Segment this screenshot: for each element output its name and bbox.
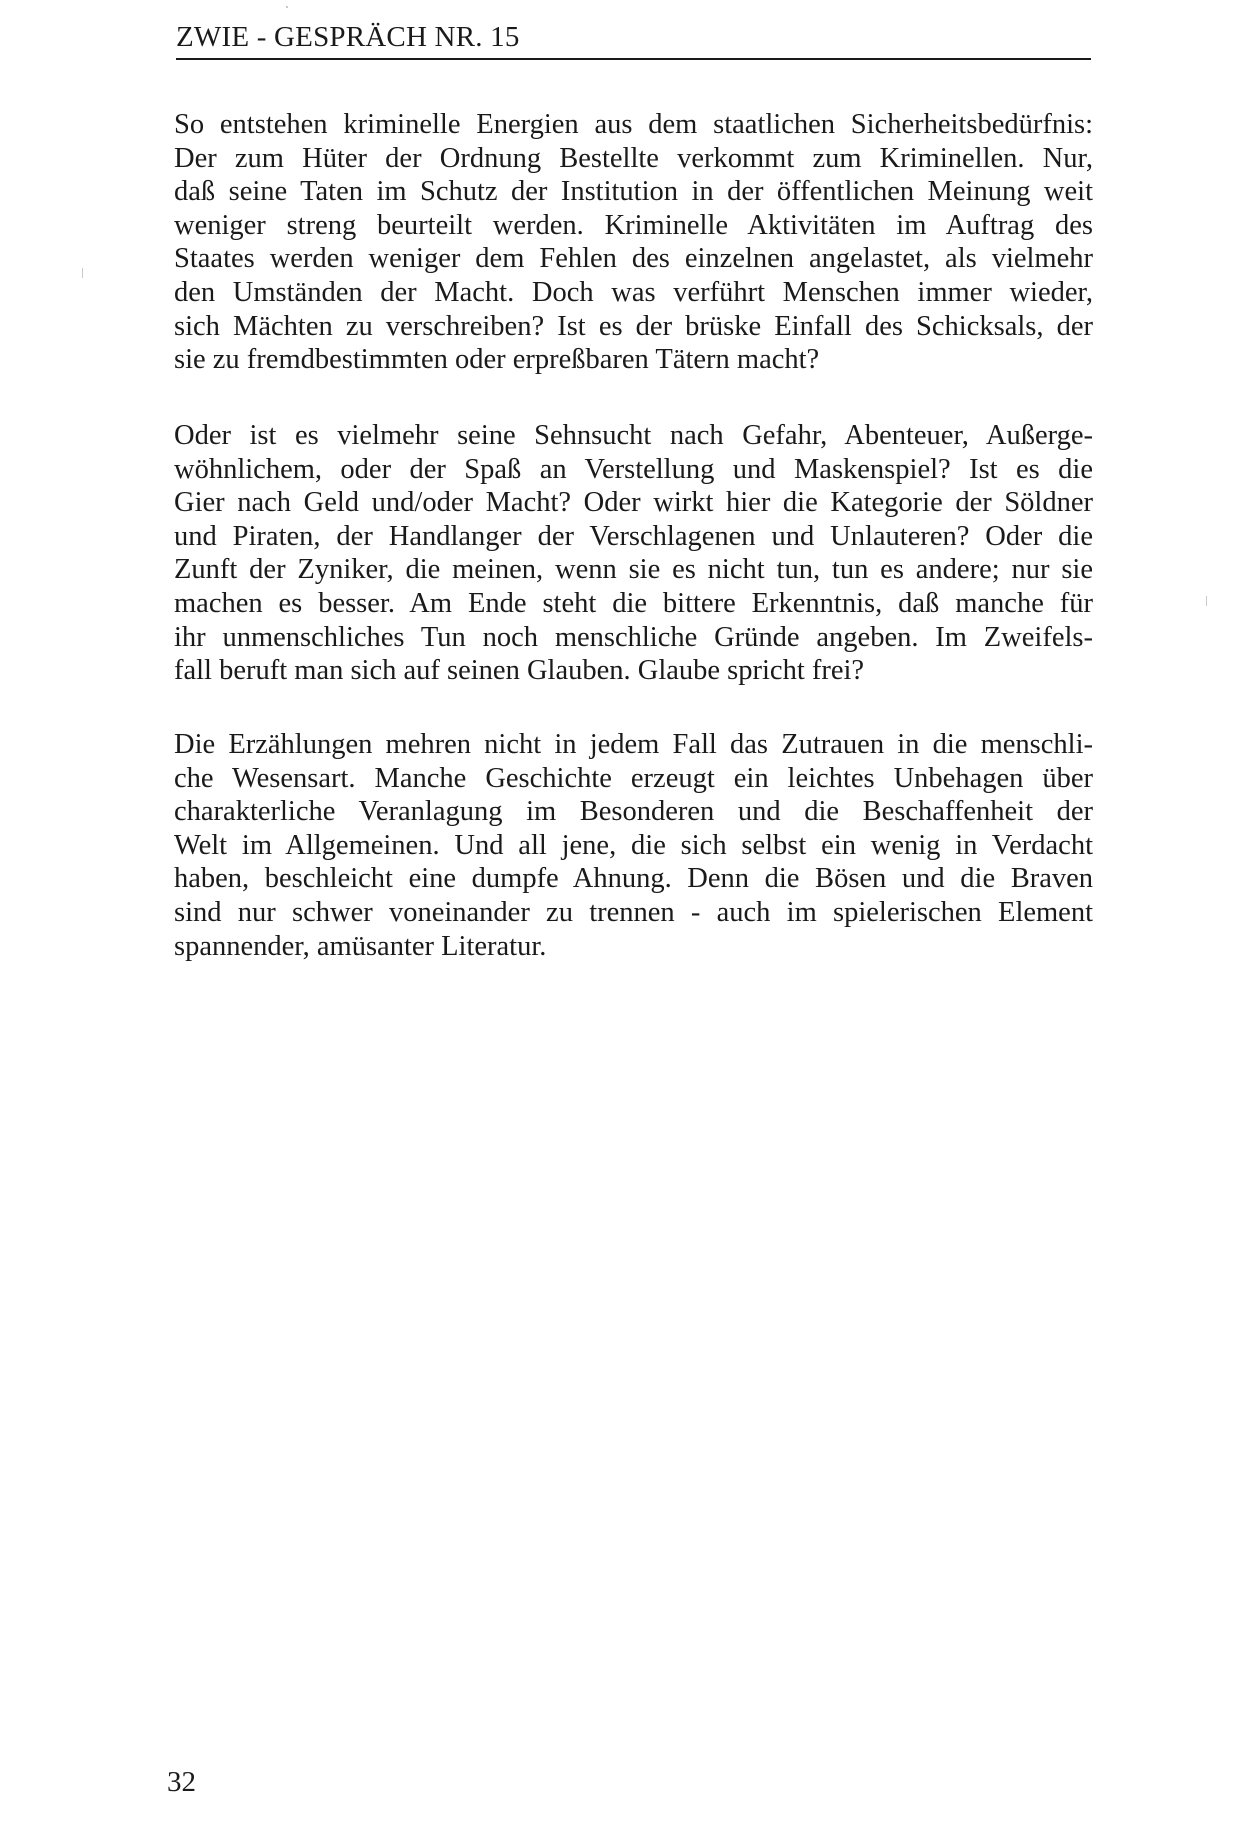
text-line: machen es besser. Am Ende steht die bittere Erkenntnis, daß manche für bbox=[174, 587, 1093, 619]
text-line: Welt im Allgemeinen. Und all jene, die sich selbst ein wenig in Verdacht bbox=[174, 829, 1093, 861]
running-header bbox=[176, 18, 1091, 60]
text-line: Die Erzählungen mehren nicht in jedem Fall das Zutrauen in die menschli- bbox=[174, 729, 1093, 760]
text-line: Gier nach Geld und/oder Macht? Oder wirkt hier die Kategorie der Söldner bbox=[174, 487, 1093, 519]
text-line: ihr unmenschliches Tun noch menschliche Gründe angeben. Im Zweifels- bbox=[174, 621, 1093, 653]
text-line: sie zu fremdbestimmten oder erpreßbaren Tätern macht? bbox=[174, 344, 820, 376]
text-line: den Umständen der Macht. Doch was verführt Menschen immer wieder, bbox=[174, 276, 1093, 308]
text-line: Zunft der Zyniker, die meinen, wenn sie es nicht tun, tun es andere; nur sie bbox=[174, 554, 1093, 586]
text-line: sind nur schwer voneinander zu trennen - auch im spielerischen Element bbox=[174, 896, 1093, 928]
text-line: charakterliche Veranlagung im Besonderen und die Beschaffenheit der bbox=[174, 796, 1093, 828]
scan-mark-right bbox=[1206, 596, 1207, 606]
text-line: spannender, amüsanter Literatur. bbox=[174, 930, 547, 962]
text-line: fall beruft man sich auf seinen Glauben. Glaube spricht frei? bbox=[174, 655, 865, 687]
paragraph-1 bbox=[174, 108, 1093, 377]
text-line: che Wesensart. Manche Geschichte erzeugt ein leichtes Unbehagen über bbox=[174, 762, 1093, 794]
text-line: Der zum Hüter der Ordnung Bestellte verkommt zum Kriminellen. Nur, bbox=[174, 142, 1093, 174]
text-line: weniger streng beurteilt werden. Kriminelle Aktivitäten im Auftrag des bbox=[174, 209, 1093, 241]
scan-mark-top bbox=[286, 6, 288, 8]
text-line: daß seine Taten im Schutz der Institution in der öffentlichen Meinung weit bbox=[174, 176, 1093, 208]
text-line: So entstehen kriminelle Energien aus dem staatlichen Sicherheitsbedürfnis: bbox=[174, 109, 1093, 140]
text-line: Staates werden weniger dem Fehlen des einzelnen angelastet, als vielmehr bbox=[174, 243, 1093, 275]
text-line: sich Mächten zu verschreiben? Ist es der brüske Einfall des Schicksals, der bbox=[174, 310, 1093, 342]
paragraph-3 bbox=[174, 728, 1093, 963]
scan-mark-left bbox=[82, 268, 83, 278]
text-line: wöhnlichem, oder der Spaß an Verstellung und Maskenspiel? Ist es die bbox=[174, 453, 1093, 485]
text-line: haben, beschleicht eine dumpfe Ahnung. Denn die Bösen und die Braven bbox=[174, 863, 1093, 895]
text-line: Oder ist es vielmehr seine Sehnsucht nach Gefahr, Abenteuer, Außerge- bbox=[174, 420, 1093, 451]
page-number: 32 bbox=[167, 1766, 196, 1798]
paragraph-2 bbox=[174, 419, 1093, 688]
running-header-title: ZWIE - GESPRÄCH NR. 15 bbox=[176, 21, 520, 53]
text-line: und Piraten, der Handlanger der Verschlagenen und Unlauteren? Oder die bbox=[174, 520, 1093, 552]
